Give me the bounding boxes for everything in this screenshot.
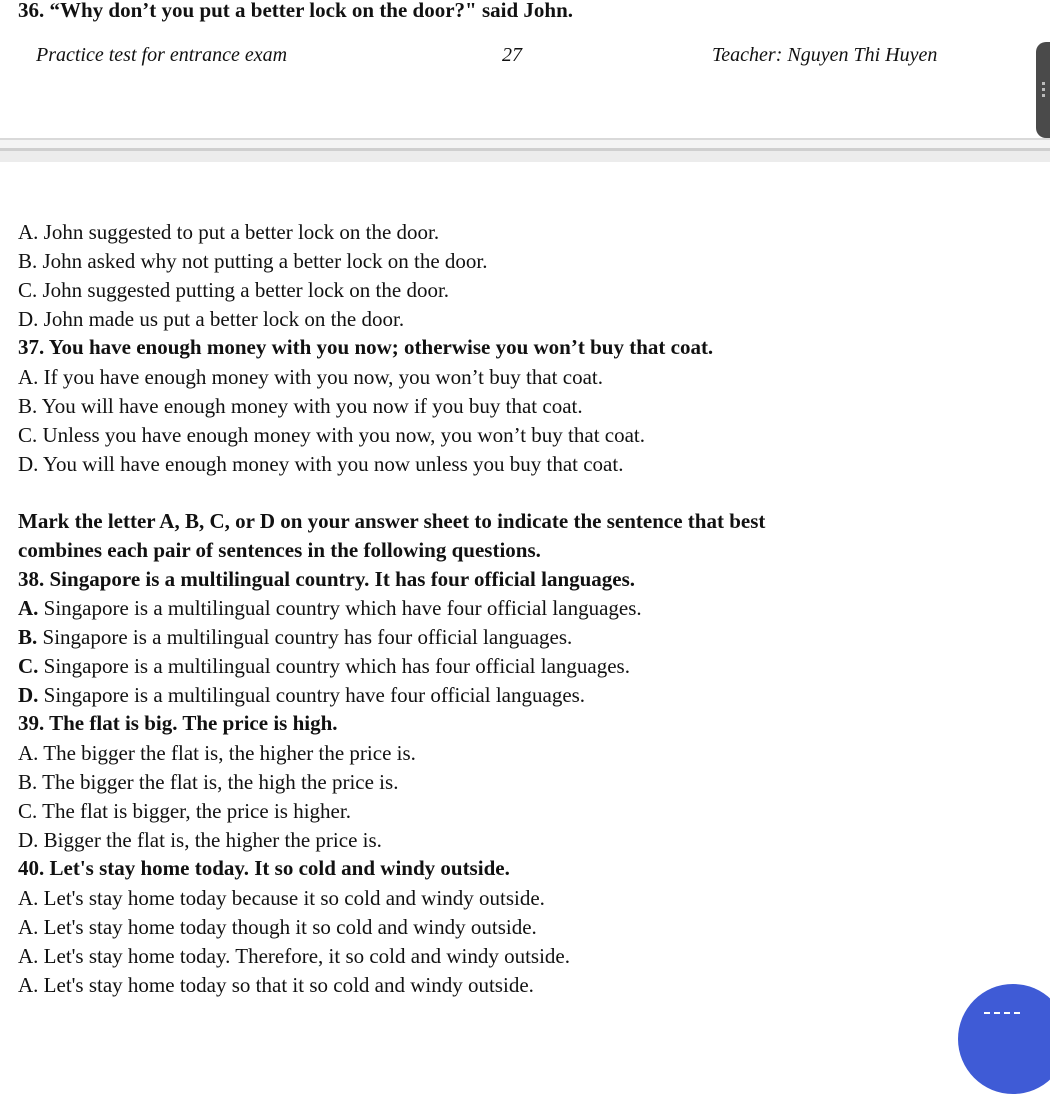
q40-option-1: A. Let's stay home today because it so cold and windy outside. (18, 886, 545, 910)
question-40-prompt: 40. Let's stay home today. It so cold and windy outside. (18, 856, 510, 880)
q37-option-c: C. Unless you have enough money with you now, you won’t buy that coat. (18, 423, 646, 447)
edit-icon (984, 1012, 1020, 1022)
q38-option-b: B. Singapore is a multilingual country has four official languages. (18, 625, 573, 649)
header-teacher: Teacher: Nguyen Thi Huyen (712, 44, 938, 66)
q39-option-a: A. The bigger the flat is, the higher the price is. (18, 741, 416, 765)
question-36-prompt: 36. “Why don’t you put a better lock on the door?" said John. (18, 0, 574, 22)
instruction-line-1: Mark the letter A, B, C, or D on your answer sheet to indicate the sentence that best (18, 509, 766, 533)
q38-option-a: A. Singapore is a multilingual country which have four official languages. (18, 596, 642, 620)
q39-option-b: B. The bigger the flat is, the high the price is. (18, 770, 399, 794)
q37-option-b: B. You will have enough money with you now if you buy that coat. (18, 394, 583, 418)
q36-option-a: A. John suggested to put a better lock on the door. (18, 220, 440, 244)
q36-option-b: B. John asked why not putting a better lock on the door. (18, 249, 488, 273)
page-break-divider (0, 138, 1050, 162)
question-37-prompt: 37. You have enough money with you now; otherwise you won’t buy that coat. (18, 335, 714, 359)
q36-option-c: C. John suggested putting a better lock on the door. (18, 278, 450, 302)
q40-option-3: A. Let's stay home today. Therefore, it so cold and windy outside. (18, 944, 570, 968)
question-39-prompt: 39. The flat is big. The price is high. (18, 711, 338, 735)
page-header (0, 44, 1050, 70)
q38-option-d: D. Singapore is a multilingual country have four official languages. (18, 683, 586, 707)
q37-option-d: D. You will have enough money with you now unless you buy that coat. (18, 452, 624, 476)
grip-icon (1042, 82, 1045, 98)
question-38-prompt: 38. Singapore is a multilingual country. It has four official languages. (18, 567, 636, 591)
header-test-title: Practice test for entrance exam (36, 44, 288, 66)
q38-option-c: C. Singapore is a multilingual country which has four official languages. (18, 654, 630, 678)
instruction-line-2: combines each pair of sentences in the following questions. (18, 538, 541, 562)
q40-option-2: A. Let's stay home today though it so cold and windy outside. (18, 915, 537, 939)
q36-option-d: D. John made us put a better lock on the door. (18, 307, 405, 331)
scroll-handle[interactable] (1036, 42, 1050, 138)
floating-action-button[interactable] (958, 984, 1050, 1094)
q39-option-d: D. Bigger the flat is, the higher the price is. (18, 828, 382, 852)
header-page-number: 27 (502, 44, 522, 66)
q40-option-4: A. Let's stay home today so that it so cold and windy outside. (18, 973, 534, 997)
q37-option-a: A. If you have enough money with you now, you won’t buy that coat. (18, 365, 603, 389)
q39-option-c: C. The flat is bigger, the price is higher. (18, 799, 351, 823)
